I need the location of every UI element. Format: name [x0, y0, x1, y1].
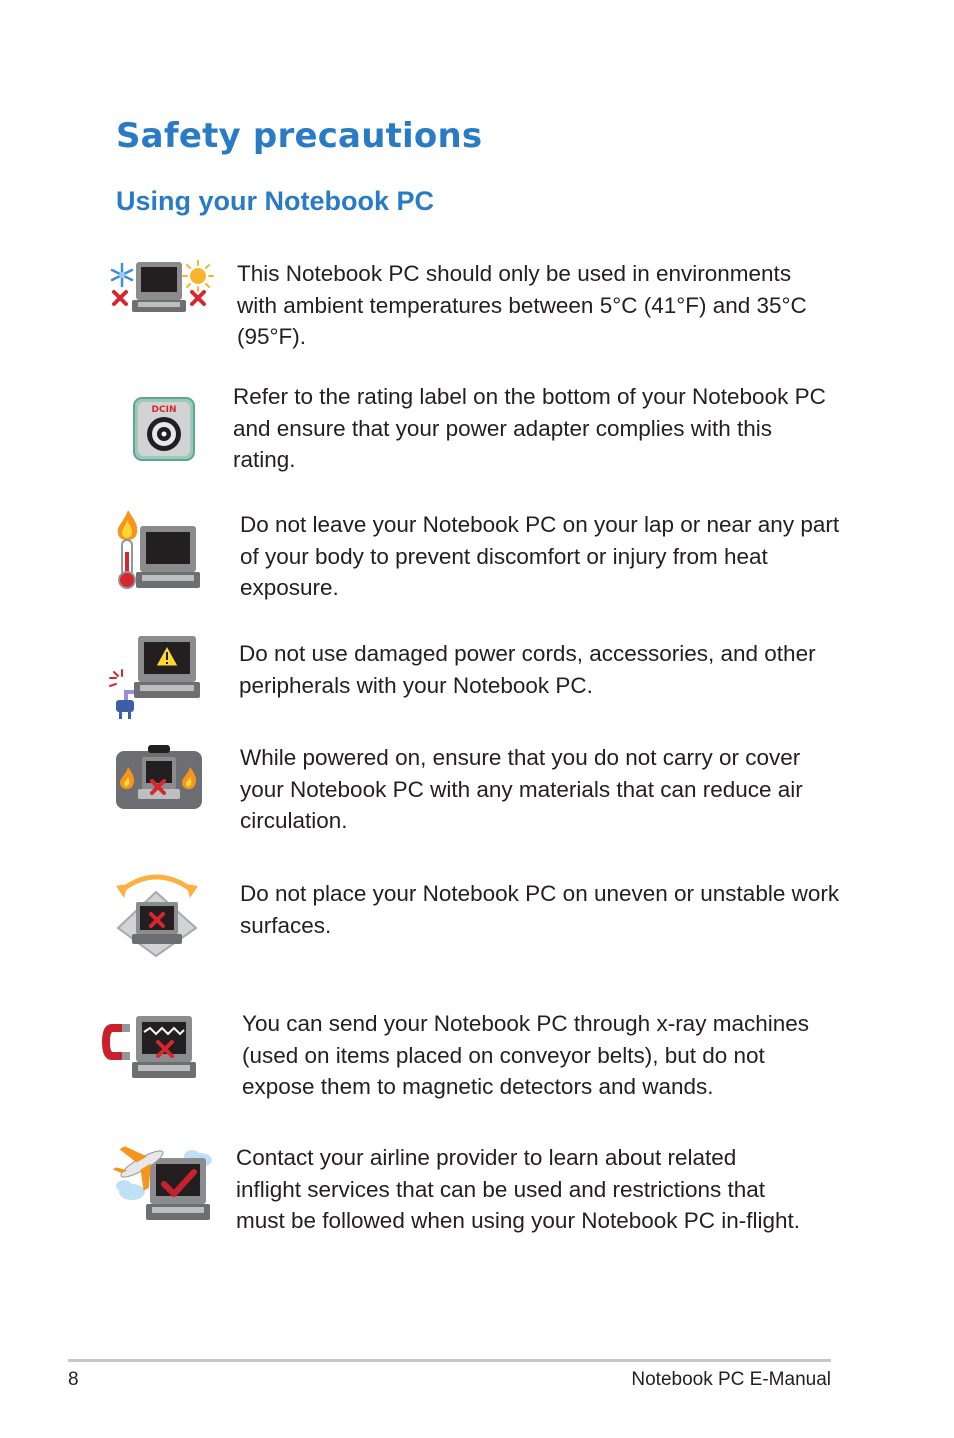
- page-title: Safety precautions: [116, 116, 483, 156]
- unstable-surface-icon: [112, 868, 202, 962]
- dc-in-port-icon: [132, 396, 196, 462]
- item-text: Do not place your Notebook PC on uneven or unstable work surfaces.: [240, 881, 840, 938]
- footer-divider: [68, 1359, 831, 1362]
- item-text: Do not use damaged power cords, accessories, and other peripherals with your Notebook PC.: [239, 641, 816, 698]
- item-text: Contact your airline provider to learn about related inflight services that can be used and restrictions that must be followed when using your Notebook PC in-flight.: [236, 1145, 801, 1233]
- magnet-warning-icon: [100, 1012, 196, 1082]
- temperature-limits-icon: [106, 258, 214, 318]
- covered-laptop-overheat-icon: [112, 745, 206, 813]
- item-text: You can send your Notebook PC through x-ray machines (used on items placed on conveyor belts), but do not expose them to magnetic detectors and wands.: [242, 1011, 809, 1099]
- heat-exposure-icon: [112, 508, 202, 592]
- airplane-check-icon: [112, 1134, 214, 1224]
- dcin-label: DCIN: [151, 405, 177, 415]
- manual-title: Notebook PC E-Manual: [631, 1369, 831, 1390]
- page-number: 8: [68, 1369, 79, 1390]
- item-text: While powered on, ensure that you do not carry or cover your Notebook PC with any materials that can reduce air circulation.: [240, 745, 803, 833]
- item-text: This Notebook PC should only be used in environments with ambient temperatures between 5°C (41°F) and 35°C (95°F).: [237, 261, 807, 349]
- item-text: Do not leave your Notebook PC on your lap or near any part of your body to prevent discomfort or injury from heat exposure.: [240, 512, 840, 600]
- damaged-cord-warning-icon: [104, 634, 200, 720]
- section-subtitle: Using your Notebook PC: [116, 186, 435, 216]
- item-text: Refer to the rating label on the bottom of your Notebook PC and ensure that your power adapter complies with this rating.: [233, 384, 826, 472]
